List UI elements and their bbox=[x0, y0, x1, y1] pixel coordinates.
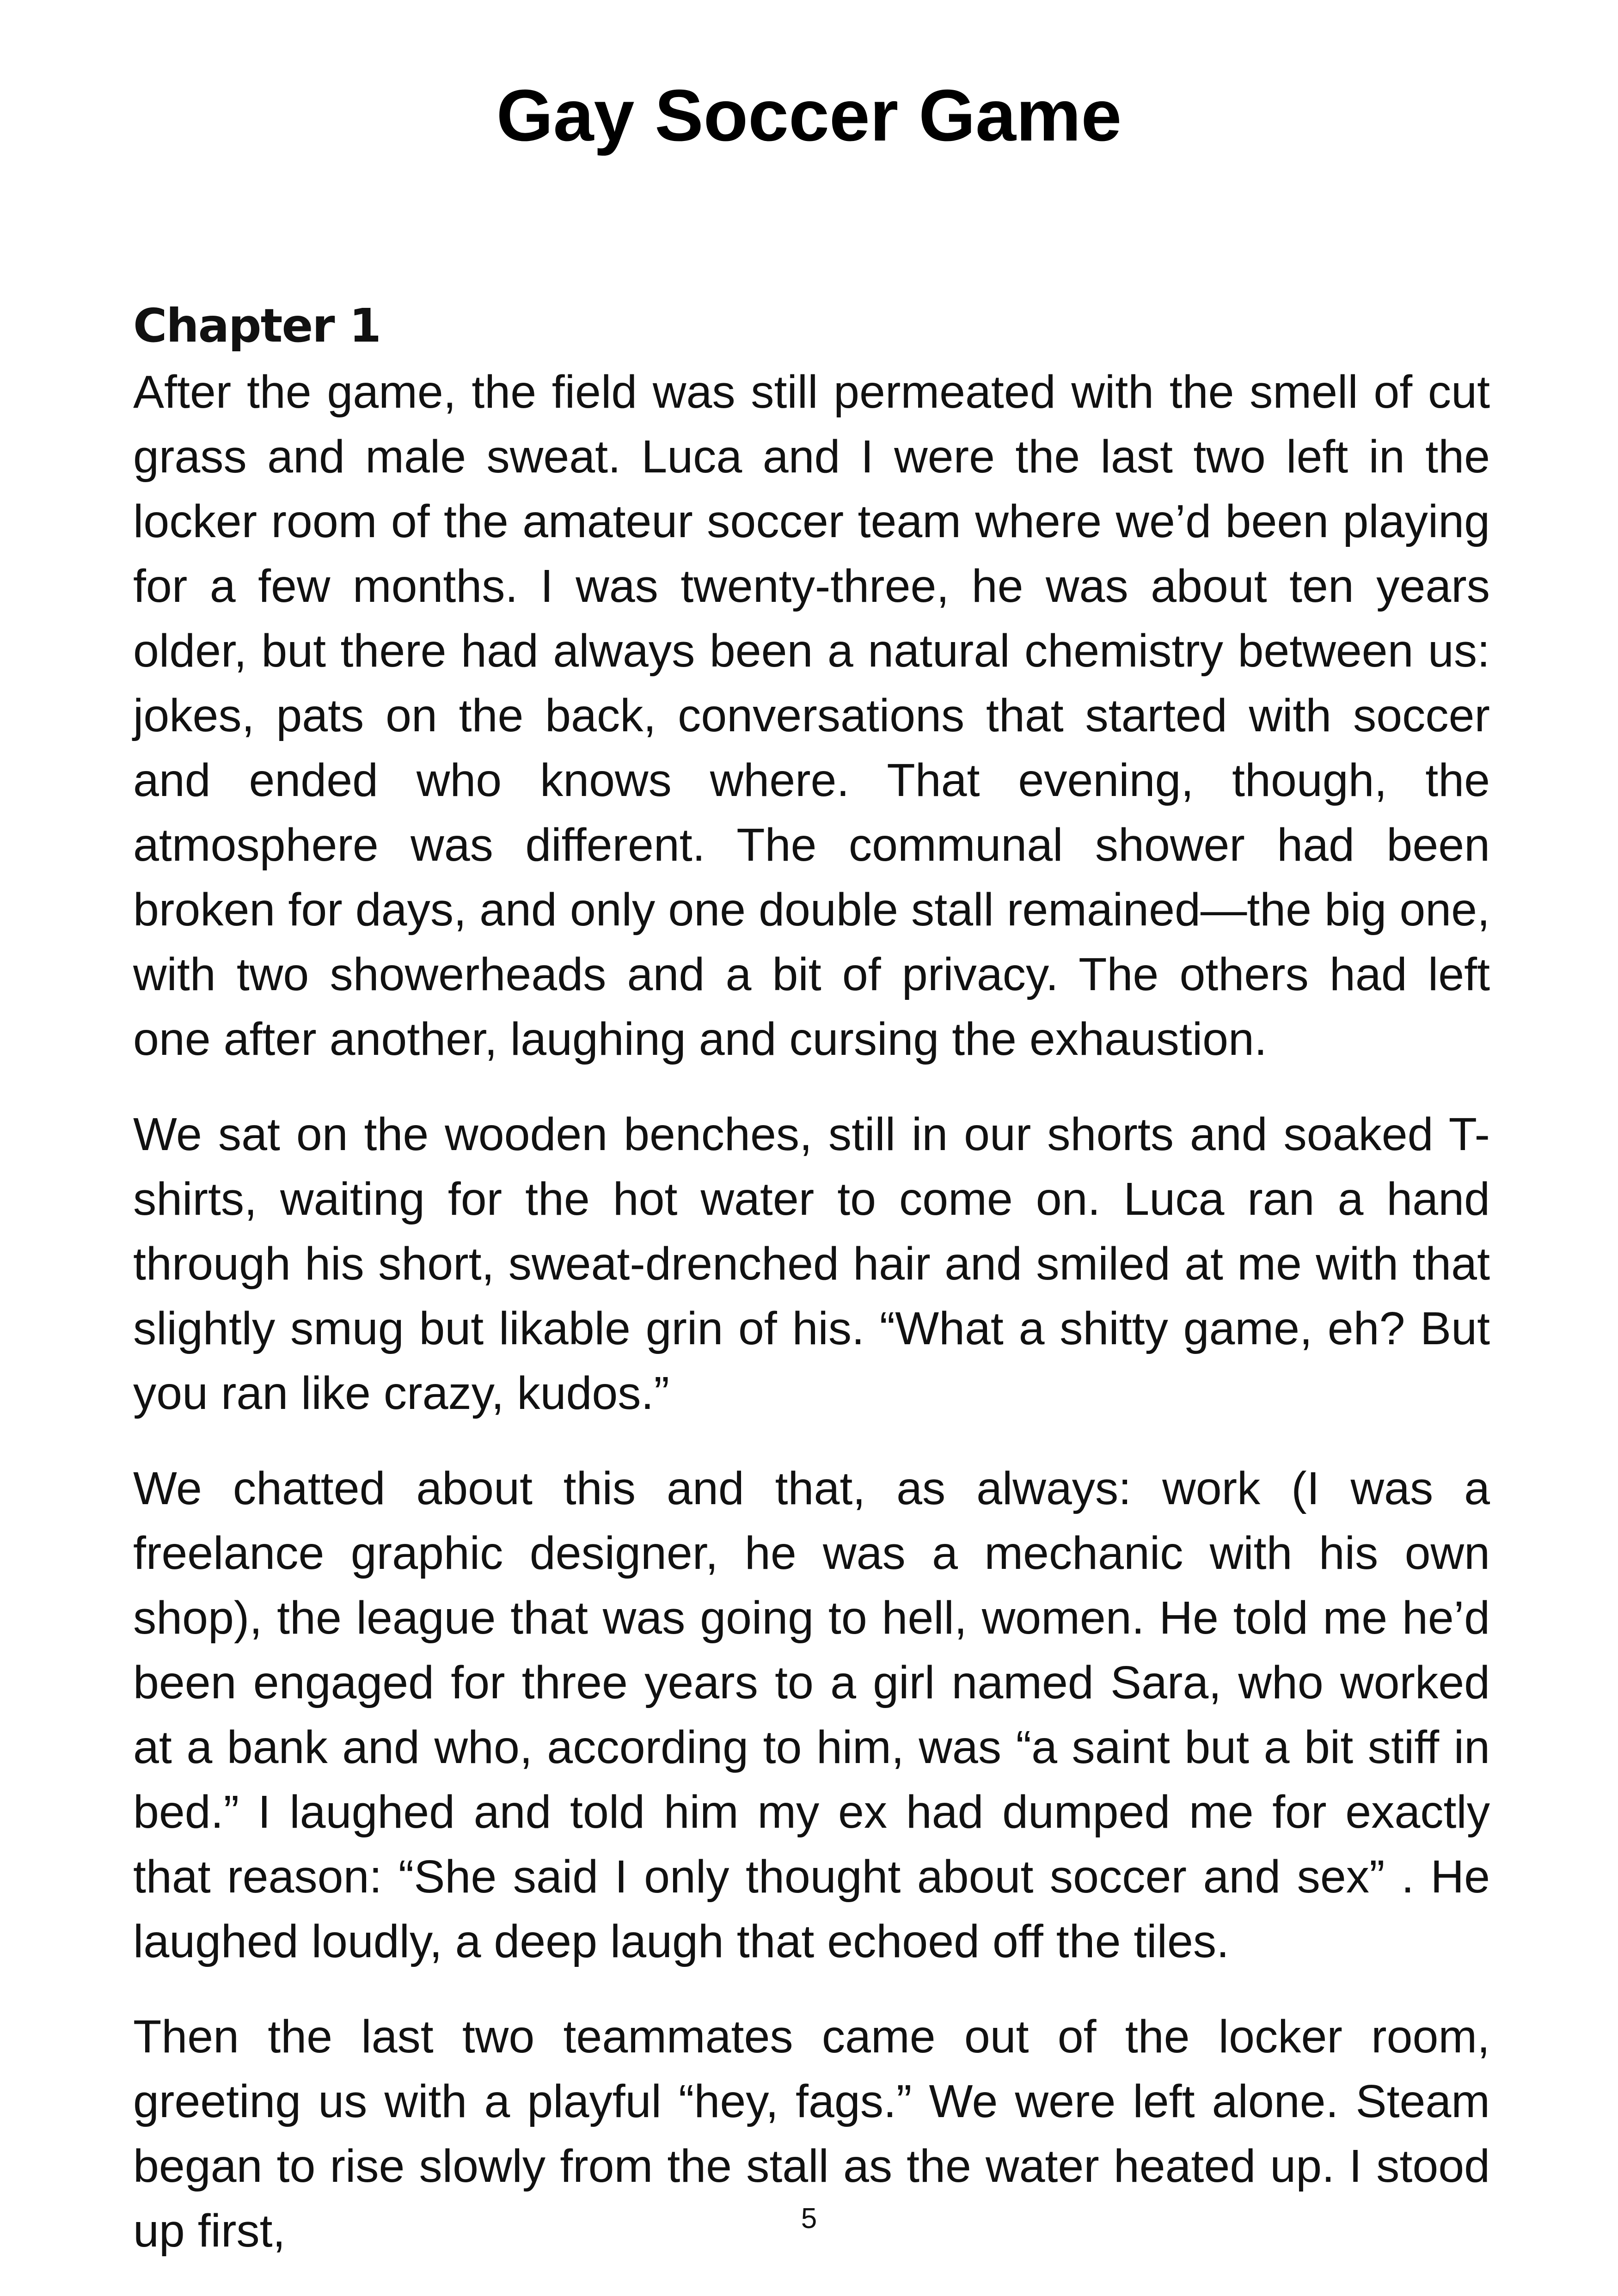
document-title: Gay Soccer Game bbox=[496, 75, 1122, 156]
paragraph-1: After the game, the field was still permeated with the smell of cut grass and male sweat. Luca and I were the last two left in the locker room of the amateur soccer team where we’d been playing for a few months. I was twenty-three, he was about ten years older, but there had always been a natural chemistry between us: jokes, pats on the back, conversations that started with soccer and ended who knows where. That evening, though, the atmosphere was different. The communal shower had been broken for days, and only one double stall remained—the big one, with two showerheads and a bit of privacy. The others had left one after another, laughing and cursing the exhaustion. bbox=[133, 366, 1490, 1065]
paragraph-4: Then the last two teammates came out of the locker room, greeting us with a playful “hey, fags.” We were left alone. Steam began to rise slowly from the stall as the water heated up. I stood up first, bbox=[133, 2011, 1490, 2257]
paragraph-2: We sat on the wooden benches, still in our shorts and soaked T-shirts, waiting for the hot water to come on. Luca ran a hand through his short, sweat-drenched hair and smiled at me with that slightly smug but likable grin of his. “What a shitty game, eh? But you ran like crazy, kudos.” bbox=[133, 1108, 1490, 1419]
page-number: 5 bbox=[801, 2203, 817, 2235]
chapter-body bbox=[133, 360, 1490, 2294]
chapter-heading: Chapter 1 bbox=[133, 299, 380, 353]
paragraph-3: We chatted about this and that, as always: work (I was a freelance graphic designer, he was a mechanic with his own shop), the league that was going to hell, women. He told me he’d been engaged for three years to a girl named Sara, who worked at a bank and who, according to him, was “a saint but a bit stiff in bed.” I laughed and told him my ex had dumped me for exactly that reason: “She said I only thought about soccer and sex” . He laughed loudly, a deep laugh that echoed off the tiles. bbox=[133, 1463, 1490, 1967]
